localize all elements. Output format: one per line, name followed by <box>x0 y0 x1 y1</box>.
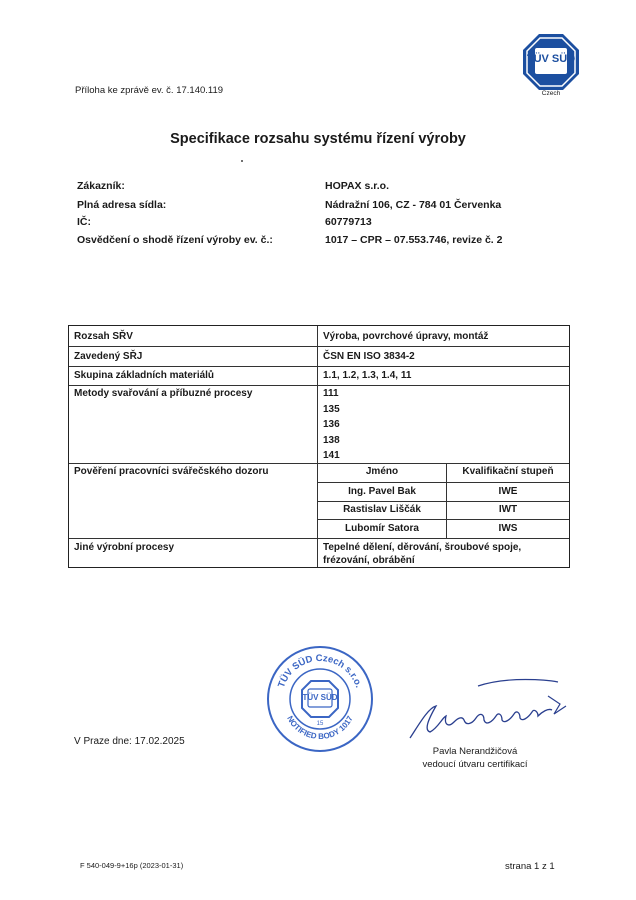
info-value: 60779713 <box>325 216 372 228</box>
signer-name: Pavla Nerandžičová <box>432 746 518 757</box>
staff-name: Rastislav Liščák <box>343 504 421 515</box>
other-processes-value-line2: frézování, obrábění <box>323 555 415 566</box>
page-title: Specifikace rozsahu systému řízení výroby <box>170 131 466 147</box>
notified-body-stamp-icon <box>266 645 374 753</box>
handwritten-signature-icon <box>398 668 578 744</box>
report-reference: Příloha ke zprávě ev. č. 17.140.119 <box>75 85 224 96</box>
scope-value: Výroba, povrchové úpravy, montáž <box>323 331 489 342</box>
info-row-customer <box>77 180 577 198</box>
info-row-certificate <box>77 234 577 252</box>
row-divider <box>317 501 569 502</box>
form-identifier: F 540-049-9+16p (2023-01-31) <box>80 861 184 870</box>
info-value: 1017 – CPR – 07.553.746, revize č. 2 <box>325 234 503 246</box>
info-row-address <box>77 199 577 217</box>
stamp-logo-text: TÜV SÜD <box>302 693 338 702</box>
row-divider <box>69 538 569 539</box>
scope-label: Rozsah SŘV <box>74 331 133 342</box>
stamp-ring-bottom: NOTIFIED BODY 1017 <box>285 714 355 742</box>
row-divider <box>69 463 569 464</box>
staff-qualification: IWT <box>498 504 518 515</box>
svg-text:NOTIFIED BODY 1017 <box>285 714 355 741</box>
column-header-qualification: Kvalifikační stupeň <box>462 466 554 477</box>
method-item: 141 <box>323 450 340 461</box>
staff-name: Lubomír Satora <box>345 523 419 534</box>
specification-table <box>68 325 570 568</box>
method-item: 135 <box>323 404 340 415</box>
method-item: 111 <box>323 388 339 399</box>
qms-label: Zavedený SŘJ <box>74 351 143 362</box>
method-item: 138 <box>323 435 340 446</box>
row-divider <box>317 519 569 520</box>
other-processes-label: Jiné výrobní procesy <box>74 542 175 553</box>
staff-qualification: IWS <box>498 523 518 534</box>
place-and-date: V Praze dne: 17.02.2025 <box>74 736 185 747</box>
info-key: IČ: <box>77 216 91 228</box>
row-divider <box>317 482 569 483</box>
info-key: Plná adresa sídla: <box>77 199 167 211</box>
info-key: Osvědčení o shodě řízení výroby ev. č.: <box>77 234 273 246</box>
info-row-ic <box>77 216 577 234</box>
info-key: Zákazník: <box>77 180 125 192</box>
column-header-name: Jméno <box>365 466 399 477</box>
materials-label: Skupina základních materiálů <box>74 370 215 381</box>
signer-role: vedoucí útvaru certifikací <box>422 759 528 770</box>
info-value: HOPAX s.r.o. <box>325 180 389 192</box>
scan-dot <box>241 160 243 162</box>
info-value: Nádražní 106, CZ - 784 01 Červenka <box>325 199 502 211</box>
stamp-ring-top: TÜV SÜD Czech s.r.o. <box>275 652 365 690</box>
logo-subtitle: Czech <box>541 90 561 97</box>
methods-label: Metody svařování a příbuzné procesy <box>74 388 253 399</box>
page-number: strana 1 z 1 <box>505 861 555 872</box>
stamp-number: 15 <box>316 721 324 727</box>
logo-text: TÜV SÜD <box>526 53 576 65</box>
supervision-label: Pověření pracovníci svářečského dozoru <box>74 466 269 477</box>
other-processes-value-line1: Tepelné dělení, děrování, šroubové spoje, <box>323 542 522 553</box>
staff-qualification: IWE <box>498 486 518 497</box>
materials-value: 1.1, 1.2, 1.3, 1.4, 11 <box>323 370 412 381</box>
row-divider <box>69 385 569 386</box>
row-divider <box>69 346 569 347</box>
qms-value: ČSN EN ISO 3834-2 <box>323 351 415 362</box>
staff-name: Ing. Pavel Bak <box>348 486 416 497</box>
row-divider <box>69 366 569 367</box>
method-item: 136 <box>323 419 340 430</box>
